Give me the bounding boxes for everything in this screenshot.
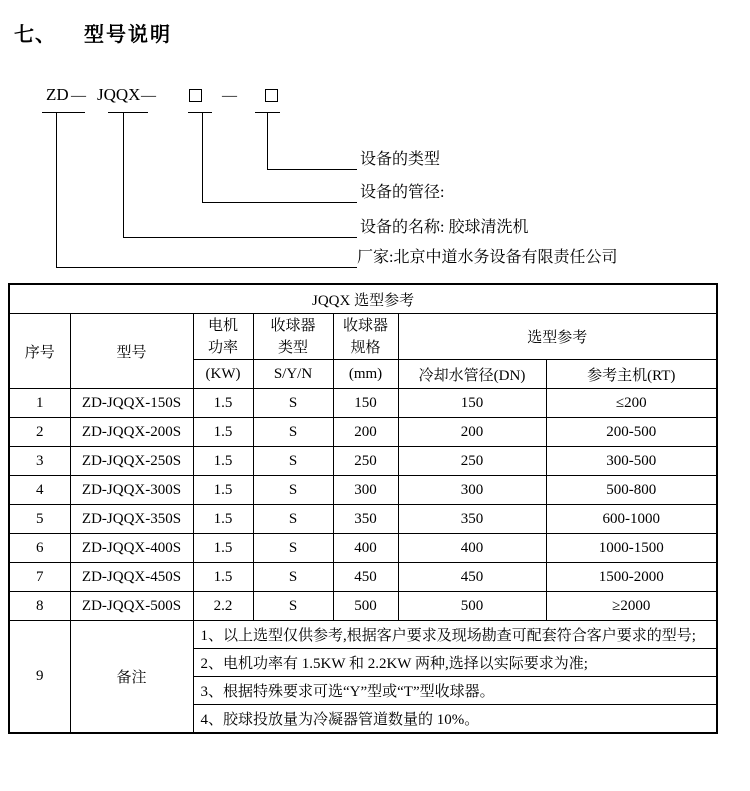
leader-horizontal-name <box>123 237 357 238</box>
notes-row <box>9 621 717 649</box>
leader-vertical-manufacturer <box>56 112 57 267</box>
cell-collector-type: S <box>253 563 333 592</box>
cell-host: 600-1000 <box>546 505 717 534</box>
leader-horizontal-manufacturer <box>56 267 357 268</box>
table-row <box>9 563 717 592</box>
cell-collector-type: S <box>253 418 333 447</box>
cell-power: 1.5 <box>193 447 253 476</box>
cell-notes-label: 备注 <box>70 621 193 734</box>
header-motor-power: 电机 功率 <box>193 314 253 360</box>
table-row <box>9 418 717 447</box>
header-collector-type: 收球器 类型 <box>253 314 333 360</box>
cell-collector-spec: 350 <box>333 505 398 534</box>
note-item: 1、以上选型仅供参考,根据客户要求及现场勘查可配套符合客户要求的型号; <box>193 621 717 649</box>
cell-model: ZD-JQQX-250S <box>70 447 193 476</box>
cell-model: ZD-JQQX-500S <box>70 592 193 621</box>
cell-collector-spec: 500 <box>333 592 398 621</box>
cell-serial: 4 <box>9 476 70 505</box>
underline-name <box>108 112 148 113</box>
cell-cooling-pipe: 150 <box>398 389 546 418</box>
note-item: 3、根据特殊要求可选“Y”型或“T”型收球器。 <box>193 677 717 705</box>
page-title-number: 七、 <box>14 24 56 46</box>
label-equipment-name: 设备的名称: 胶球清洗机 <box>360 219 529 236</box>
cell-collector-spec: 200 <box>333 418 398 447</box>
header-power-unit: (KW) <box>193 360 253 389</box>
cell-cooling-pipe: 250 <box>398 447 546 476</box>
leader-horizontal-diameter <box>202 202 357 203</box>
cell-cooling-pipe: 300 <box>398 476 546 505</box>
cell-cooling-pipe: 350 <box>398 505 546 534</box>
cell-serial: 6 <box>9 534 70 563</box>
table-row <box>9 505 717 534</box>
selection-table <box>8 283 718 734</box>
model-dash-3: — <box>222 88 237 104</box>
cell-serial: 1 <box>9 389 70 418</box>
underline-box-1 <box>188 112 212 113</box>
label-manufacturer: 厂家:北京中道水务设备有限责任公司 <box>357 249 618 266</box>
cell-collector-type: S <box>253 389 333 418</box>
header-collector-spec-unit: (mm) <box>333 360 398 389</box>
cell-power: 2.2 <box>193 592 253 621</box>
cell-cooling-pipe: 500 <box>398 592 546 621</box>
cell-collector-spec: 300 <box>333 476 398 505</box>
cell-power: 1.5 <box>193 534 253 563</box>
header-host: 参考主机(RT) <box>546 360 717 389</box>
header-serial: 序号 <box>9 314 70 389</box>
cell-power: 1.5 <box>193 476 253 505</box>
note-item: 4、胶球投放量为冷凝器管道数量的 10%。 <box>193 705 717 734</box>
table-row <box>9 592 717 621</box>
model-dash-1: — <box>71 88 86 104</box>
cell-model: ZD-JQQX-400S <box>70 534 193 563</box>
page-title-text: 型号说明 <box>84 24 172 46</box>
cell-notes-serial: 9 <box>9 621 70 734</box>
page-title <box>14 18 172 47</box>
cell-collector-spec: 450 <box>333 563 398 592</box>
cell-serial: 8 <box>9 592 70 621</box>
cell-power: 1.5 <box>193 418 253 447</box>
cell-model: ZD-JQQX-150S <box>70 389 193 418</box>
model-prefix-code: ZD <box>46 85 69 104</box>
cell-collector-type: S <box>253 505 333 534</box>
cell-collector-spec: 250 <box>333 447 398 476</box>
label-equipment-diameter: 设备的管径: <box>360 184 445 201</box>
cell-model: ZD-JQQX-200S <box>70 418 193 447</box>
cell-power: 1.5 <box>193 505 253 534</box>
cell-serial: 5 <box>9 505 70 534</box>
leader-vertical-name <box>123 112 124 237</box>
cell-host: ≥2000 <box>546 592 717 621</box>
leader-horizontal-type <box>267 169 357 170</box>
note-item: 2、电机功率有 1.5KW 和 2.2KW 两种,选择以实际要求为准; <box>193 649 717 677</box>
cell-host: ≤200 <box>546 389 717 418</box>
cell-host: 200-500 <box>546 418 717 447</box>
leader-vertical-type <box>267 112 268 169</box>
cell-serial: 7 <box>9 563 70 592</box>
cell-cooling-pipe: 450 <box>398 563 546 592</box>
header-collector-type-unit: S/Y/N <box>253 360 333 389</box>
leader-vertical-diameter <box>202 112 203 202</box>
cell-collector-type: S <box>253 476 333 505</box>
cell-collector-type: S <box>253 534 333 563</box>
cell-host: 300-500 <box>546 447 717 476</box>
model-digit-box-icon <box>265 89 278 102</box>
model-digit-box-icon <box>189 89 202 102</box>
table-row <box>9 476 717 505</box>
cell-cooling-pipe: 200 <box>398 418 546 447</box>
model-dash-2: — <box>141 88 156 104</box>
cell-collector-type: S <box>253 447 333 476</box>
cell-collector-spec: 150 <box>333 389 398 418</box>
header-selection-group: 选型参考 <box>398 314 717 360</box>
table-title: JQQX 选型参考 <box>9 284 717 314</box>
table-row <box>9 389 717 418</box>
cell-collector-type: S <box>253 592 333 621</box>
cell-model: ZD-JQQX-350S <box>70 505 193 534</box>
cell-power: 1.5 <box>193 389 253 418</box>
cell-serial: 2 <box>9 418 70 447</box>
cell-power: 1.5 <box>193 563 253 592</box>
cell-model: ZD-JQQX-450S <box>70 563 193 592</box>
header-model: 型号 <box>70 314 193 389</box>
header-collector-spec: 收球器 规格 <box>333 314 398 360</box>
cell-serial: 3 <box>9 447 70 476</box>
cell-host: 500-800 <box>546 476 717 505</box>
cell-host: 1000-1500 <box>546 534 717 563</box>
table-row <box>9 534 717 563</box>
table-row <box>9 447 717 476</box>
cell-collector-spec: 400 <box>333 534 398 563</box>
model-name-code: JQQX <box>97 85 141 104</box>
underline-prefix <box>42 112 85 113</box>
label-equipment-type: 设备的类型 <box>360 151 441 168</box>
cell-host: 1500-2000 <box>546 563 717 592</box>
cell-model: ZD-JQQX-300S <box>70 476 193 505</box>
cell-cooling-pipe: 400 <box>398 534 546 563</box>
header-cooling-pipe: 冷却水管径(DN) <box>398 360 546 389</box>
